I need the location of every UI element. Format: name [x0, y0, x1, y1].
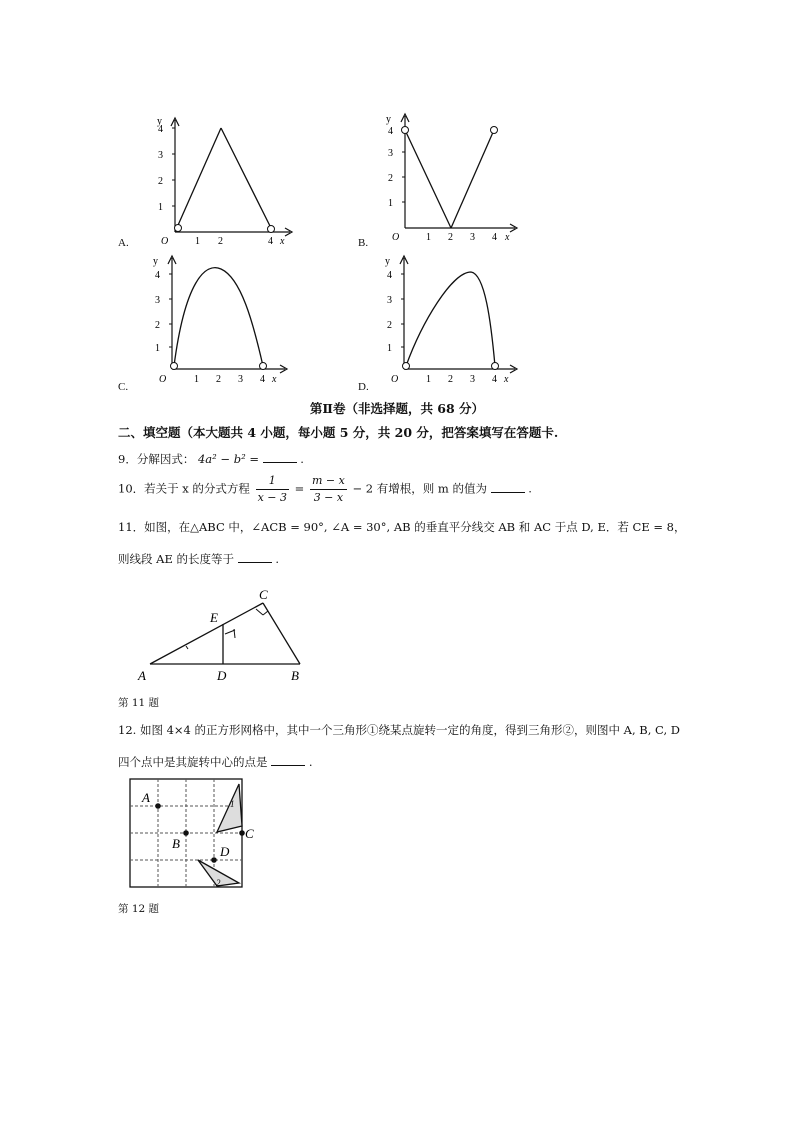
q10-fraction-2: $\frac{m - x}{3 - x}$: [311, 474, 345, 504]
section-heading: 二、填空题（本大题共 4 小题，每小题 5 分，共 20 分，把答案填写在答题卡.: [118, 425, 559, 440]
svg-text:O: O: [159, 374, 167, 385]
q12-caption: 第 12 题: [118, 903, 160, 915]
svg-text:3: 3: [470, 374, 475, 385]
svg-text:D: D: [217, 668, 227, 683]
svg-text:1: 1: [230, 799, 235, 809]
svg-text:4: 4: [158, 124, 163, 135]
svg-text:B: B: [172, 836, 180, 851]
svg-text:1: 1: [158, 202, 163, 213]
svg-text:1: 1: [155, 343, 160, 354]
svg-text:A: A: [142, 790, 150, 805]
q9-answer-blank[interactable]: [263, 452, 297, 463]
option-b-label[interactable]: B.: [358, 237, 369, 249]
svg-text:4: 4: [260, 374, 265, 385]
question-9: 9．分解因式： 4a² − b² = .: [118, 452, 304, 466]
option-b-graph: [380, 112, 530, 247]
option-d-graph: [377, 252, 527, 387]
svg-text:3: 3: [387, 295, 392, 306]
svg-text:1: 1: [426, 374, 431, 385]
question-11-line-1: 11．如图，在△ABC 中，∠ACB = 90°, ∠A = 30°, AB 的垂直平分线交 AB 和 AC 于点 D, E．若 CE = 8，: [118, 520, 686, 534]
q11-answer-blank[interactable]: [238, 552, 272, 563]
question-12-line-1: 12. 如图 4×4 的正方形网格中，其中一个三角形①绕某点旋转一定的角度，得到三角形②，则图中 A, B, C, D: [118, 723, 680, 737]
svg-text:1: 1: [387, 343, 392, 354]
svg-text:A: A: [138, 668, 146, 683]
q12-grid-figure: [124, 776, 264, 898]
option-c-graph: [145, 252, 295, 387]
svg-text:4: 4: [388, 126, 393, 137]
svg-text:x: x: [505, 232, 510, 243]
svg-text:3: 3: [158, 150, 163, 161]
svg-text:x: x: [504, 374, 509, 385]
svg-text:4: 4: [387, 270, 392, 281]
svg-text:C: C: [259, 587, 268, 602]
option-a-label[interactable]: A.: [118, 237, 129, 249]
q12-answer-blank[interactable]: [271, 755, 305, 766]
q11-caption: 第 11 题: [118, 697, 160, 709]
svg-text:y: y: [153, 256, 158, 267]
svg-text:O: O: [391, 374, 399, 385]
svg-text:1: 1: [426, 232, 431, 243]
svg-text:2: 2: [155, 320, 160, 331]
svg-text:O: O: [161, 236, 169, 247]
option-d-label[interactable]: D.: [358, 381, 369, 393]
svg-text:2: 2: [218, 236, 223, 247]
svg-text:C: C: [245, 826, 254, 841]
section-title: 第Ⅱ卷（非选择题，共 68 分）: [309, 401, 485, 416]
svg-text:x: x: [272, 374, 277, 385]
question-10: 10．若关于 x 的分式方程 $\frac{1}{x - 3}$ = $\frac{m - x}{3 - x}$ − 2 有增根，则 m 的值为 .: [118, 474, 532, 504]
q10-answer-blank[interactable]: [491, 482, 525, 493]
svg-text:4: 4: [155, 270, 160, 281]
svg-text:2: 2: [448, 374, 453, 385]
svg-text:1: 1: [195, 236, 200, 247]
q10-fraction-1: $\frac{1}{x - 3}$: [257, 474, 288, 504]
svg-text:y: y: [386, 114, 391, 125]
svg-text:O: O: [392, 232, 400, 243]
svg-text:4: 4: [492, 374, 497, 385]
svg-text:E: E: [210, 610, 218, 625]
svg-text:1: 1: [388, 198, 393, 209]
svg-text:4: 4: [492, 232, 497, 243]
svg-text:2: 2: [387, 320, 392, 331]
svg-text:3: 3: [238, 374, 243, 385]
svg-text:3: 3: [470, 232, 475, 243]
svg-text:3: 3: [155, 295, 160, 306]
a-axis-y: y: [157, 116, 162, 127]
svg-text:2: 2: [216, 374, 221, 385]
svg-text:y: y: [385, 256, 390, 267]
svg-text:4: 4: [268, 236, 273, 247]
svg-text:x: x: [280, 236, 285, 247]
option-a-graph: [150, 112, 300, 247]
svg-text:1: 1: [194, 374, 199, 385]
svg-text:B: B: [291, 668, 299, 683]
option-c-label[interactable]: C.: [118, 381, 129, 393]
svg-text:3: 3: [388, 148, 393, 159]
question-12-line-2: 四个点中是其旋转中心的点是 .: [118, 755, 313, 769]
svg-text:2: 2: [448, 232, 453, 243]
svg-text:2: 2: [388, 173, 393, 184]
svg-text:2: 2: [158, 176, 163, 187]
svg-text:D: D: [220, 844, 230, 859]
q11-triangle-figure: [136, 586, 316, 690]
svg-text:2: 2: [216, 878, 221, 888]
question-11-line-2: 则线段 AE 的长度等于 .: [118, 552, 279, 566]
